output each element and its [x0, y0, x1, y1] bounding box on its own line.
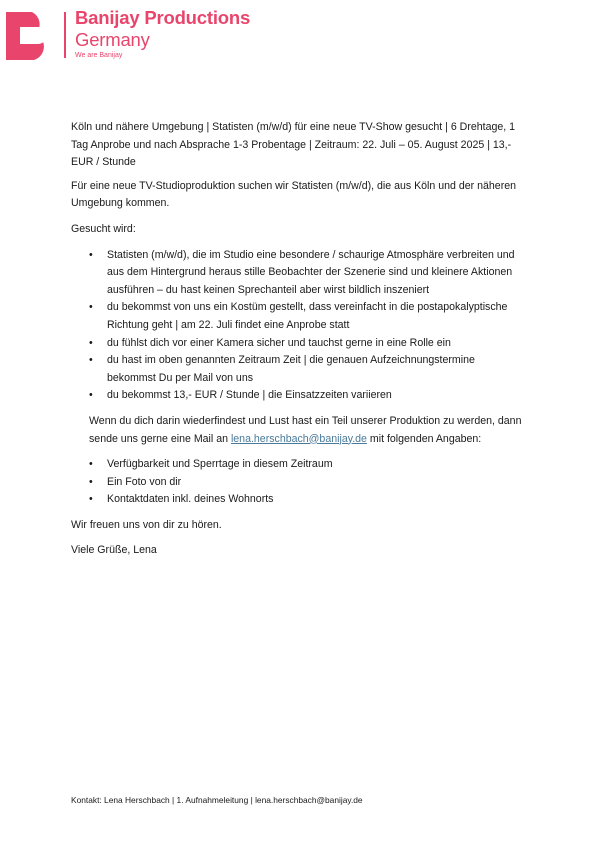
list-item: • du fühlst dich vor einer Kamera sicher und tauchst gerne in eine Rolle ein [71, 335, 526, 353]
list-item: • Kontaktdaten inkl. deines Wohnorts [71, 491, 526, 509]
intro-paragraph: Für eine neue TV-Studioproduktion suchen wir Statisten (m/w/d), die aus Köln und der näheren Umgebung kommen. [71, 179, 516, 210]
list-item: • Statisten (m/w/d), die im Studio eine besondere / schaurige Atmosphäre verbreiten und aus dem Hintergrund heraus stille Beobachter der Szenerie sind und kleinere Aktionen ausführen – du hast keinen Sprechanteil aber wirst bildlich inszeniert [71, 247, 526, 300]
list-item: • du bekommst von uns ein Kostüm gestellt, dass vereinfacht in die postapokalyptische Richtung geht | am 22. Juli findet eine Anprobe statt [71, 299, 526, 334]
wanted-label: Gesucht wird: [71, 222, 136, 235]
cta-text: Wenn du dich darin wiederfindest und Lust hast ein Teil unserer Produktion zu werden, dann sende uns gerne eine Mail an [89, 414, 522, 445]
brand-name: Banijay Productions [75, 7, 251, 28]
closing-line: Wir freuen uns von dir zu hören. [71, 518, 222, 531]
list-item: • Verfügbarkeit und Sperrtage in diesem Zeitraum [71, 456, 526, 474]
signature: Viele Grüße, Lena [71, 544, 157, 557]
brand-subname: Germany [75, 29, 150, 50]
list-item: • du hast im oben genannten Zeitraum Zeit | die genauen Aufzeichnungstermine bekommst Du per Mail von uns [71, 352, 526, 387]
logo-divider [64, 12, 66, 58]
email-link[interactable]: lena.herschbach@banijay.de [230, 432, 367, 445]
banijay-logo-icon [6, 12, 52, 60]
job-heading: Köln und nähere Umgebung | Statisten (m/w/d) für eine neue TV-Show gesucht | 6 Drehtage, 1 Tag Anprobe und nach Absprache 1-3 Probentage | Zeitraum: 22. Juli – 05. August 2025 | 13,- EUR / Stunde [71, 121, 516, 169]
list-item: • Ein Foto von dir [71, 474, 526, 492]
wanted-list [71, 247, 526, 405]
cta-text-end: mit folgenden Angaben: [366, 432, 482, 445]
footer-contact: Kontakt: Lena Herschbach | 1. Aufnahmeleitung | lena.herschbach@banijay.de [71, 795, 363, 805]
brand-tagline: We are Banijay [75, 52, 123, 59]
document-body [71, 119, 526, 568]
list-item: • du bekommst 13,- EUR / Stunde | die Einsatzzeiten variieren [71, 387, 526, 405]
details-list [71, 456, 526, 509]
cta-paragraph [71, 413, 526, 448]
